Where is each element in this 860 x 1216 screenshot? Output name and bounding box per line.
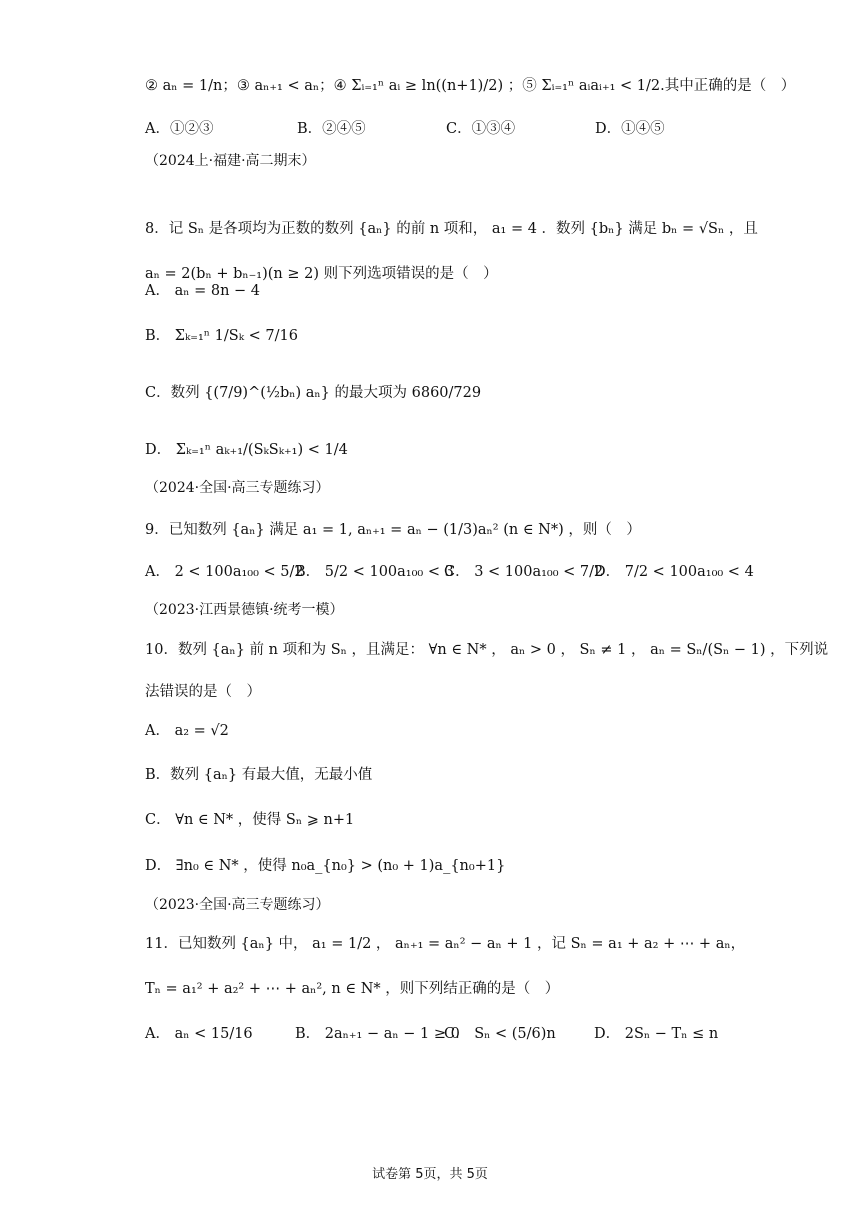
q8-option-c: C．数列 {(7/9)^(½bₙ) aₙ} 的最大项为 6860/729 [145, 385, 482, 401]
q8-option-d: D． Σₖ₌₁ⁿ aₖ₊₁/(SₖSₖ₊₁) < 1/4 [145, 442, 348, 458]
q11-option-b: B． 2aₙ₊₁ − aₙ − 1 ≥ 0 [295, 1026, 460, 1042]
page-footer: 试卷第 5页，共 5页 [372, 1167, 488, 1182]
q7-option-a: A．①②③ [145, 121, 214, 137]
q10-option-b: B．数列 {aₙ} 有最大值，无最小值 [145, 767, 373, 783]
q8-stem-line2: aₙ = 2(bₙ + bₙ₋₁)(n ≥ 2) 则下列选项错误的是（ ） [145, 266, 498, 282]
q8-stem-line1: 8．记 Sₙ 是各项均为正数的数列 {aₙ} 的前 n 项和， a₁ = 4 ．数列 {bₙ} 满足 bₙ = √Sₙ ，且 [145, 221, 758, 237]
q8-option-a: A． aₙ = 8n − 4 [145, 283, 261, 299]
q10-option-c: C． ∀n ∈ N* ，使得 Sₙ ⩾ n+1 [145, 812, 355, 828]
q9-stem: 9．已知数列 {aₙ} 满足 a₁ = 1, aₙ₊₁ = aₙ − (1/3)aₙ² (n ∈ N*) ，则（ ） [145, 522, 641, 538]
q9-option-a: A． 2 < 100a₁₀₀ < 5/2 [145, 564, 304, 580]
q11-option-d: D． 2Sₙ − Tₙ ≤ n [594, 1026, 719, 1042]
q9-source: （2024·全国·高三专题练习） [145, 480, 330, 496]
q10-stem-line1: 10．数列 {aₙ} 前 n 项和为 Sₙ ，且满足： ∀n ∈ N* ， aₙ > 0 ， Sₙ ≠ 1 ， aₙ = Sₙ/(Sₙ − 1) ，下列说 [145, 642, 829, 658]
q8-source: （2024上·福建·高二期末） [145, 153, 316, 169]
q8-option-b: B． Σₖ₌₁ⁿ 1/Sₖ < 7/16 [145, 328, 298, 344]
q11-stem-line1: 11．已知数列 {aₙ} 中， a₁ = 1/2 ， aₙ₊₁ = aₙ² − aₙ + 1 ，记 Sₙ = a₁ + a₂ + ⋯ + aₙ， [145, 936, 746, 952]
q7-statements: ② aₙ = 1/n；③ aₙ₊₁ < aₙ；④ Σᵢ₌₁ⁿ aᵢ ≥ ln((n+1)/2) ；⑤ Σᵢ₌₁ⁿ aᵢaᵢ₊₁ < 1/2.其中正确的是（ ） [145, 78, 796, 94]
q7-option-d: D．①④⑤ [595, 121, 665, 137]
q11-stem-line2: Tₙ = a₁² + a₂² + ⋯ + aₙ², n ∈ N* ，则下列结正确的是（ ） [145, 981, 560, 997]
q11-option-c: C． Sₙ < (5/6)n [444, 1026, 556, 1042]
q11-option-a: A． aₙ < 15/16 [145, 1026, 253, 1042]
q7-option-b: B．②④⑤ [297, 121, 366, 137]
q10-option-a: A． a₂ = √2 [145, 723, 229, 739]
q10-stem-line2: 法错误的是（ ） [145, 684, 261, 700]
q9-option-c: C． 3 < 100a₁₀₀ < 7/2 [444, 564, 604, 580]
q11-source: （2023·全国·高三专题练习） [145, 897, 330, 913]
q7-option-c: C．①③④ [446, 121, 516, 137]
q10-option-d: D． ∃n₀ ∈ N* ，使得 n₀a_{n₀} > (n₀ + 1)a_{n₀+1} [145, 858, 506, 874]
q9-option-b: B． 5/2 < 100a₁₀₀ < 3 [295, 564, 454, 580]
q10-source: （2023·江西景德镇·统考一模） [145, 602, 344, 618]
q9-option-d: D． 7/2 < 100a₁₀₀ < 4 [594, 564, 754, 580]
